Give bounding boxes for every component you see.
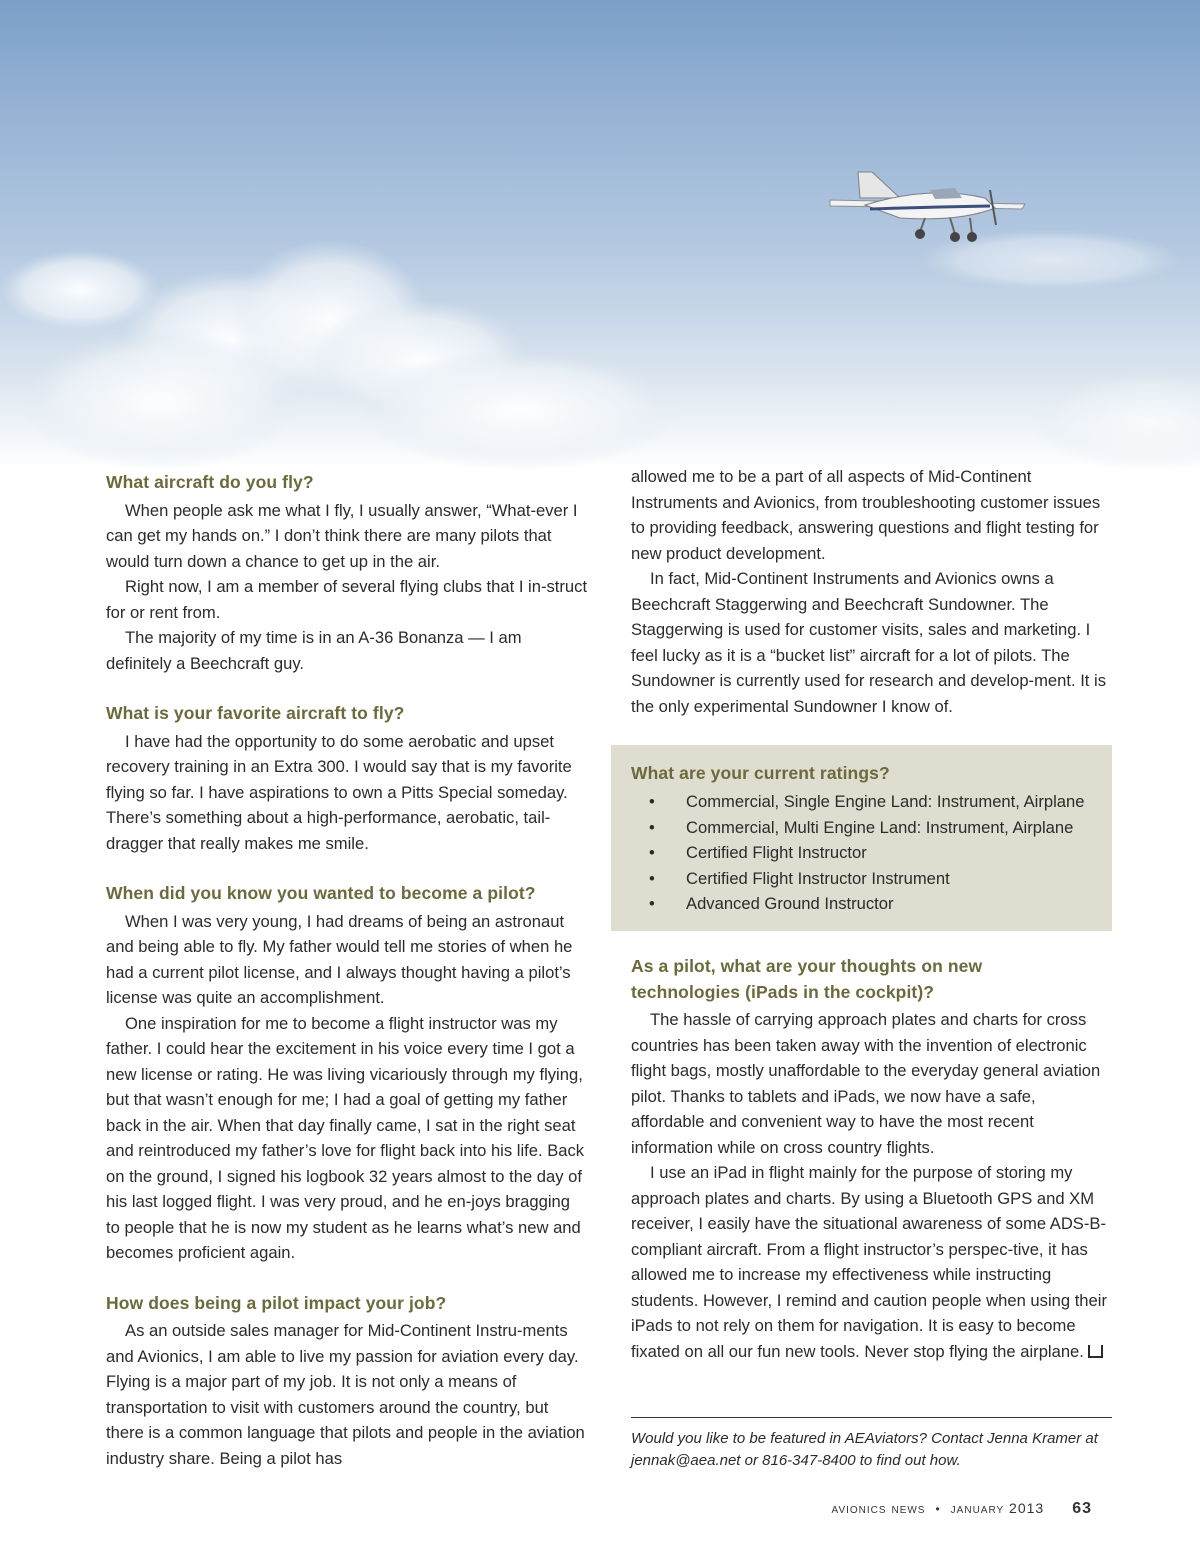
paragraph: I have had the opportunity to do some aerobatic and upset recovery training in an Extra 300. I would say that is my favorite flying so far. I have aspirations to own a Pitts Special someday. There’s something about a high-performance, aerobatic, tail-dragger that really makes me smile. bbox=[106, 731, 572, 853]
list-item: • Advanced Ground Instructor bbox=[649, 894, 894, 913]
paragraph: I use an iPad in flight mainly for the purpose of storing my approach plates and charts. By using a Bluetooth GPS and XM receiver, I easily have the situational awareness of some ADS-B-compliant aircraft. From a flight instructor’s perspec-tive, it has allowed me to increase my effectiveness while instructing students. However, I remind and caution people when using their iPads to not rely on them for navigation. It is easy to become fixated on all our fun new tools. Never stop flying the airplane. bbox=[631, 1163, 1107, 1361]
paragraph-continued: allowed me to be a part of all aspects of Mid-Continent Instruments and Avionics, from troubleshooting customer issues to providing feedback, answering questions and flight testing for new product development. bbox=[631, 467, 1101, 563]
ratings-list bbox=[631, 789, 1084, 917]
issue-date: january 2013 bbox=[950, 1500, 1045, 1516]
feature-note: Would you like to be featured in AEAviators? Contact Jenna Kramer at jennak@aea.net or 816-347-8400 to find out how. bbox=[631, 1417, 1112, 1472]
ratings-box bbox=[611, 745, 1112, 931]
list-item: • Certified Flight Instructor bbox=[649, 843, 867, 862]
left-column bbox=[106, 470, 588, 1471]
hero-sky-photo bbox=[0, 0, 1200, 470]
sky-illustration bbox=[0, 0, 1200, 470]
question-heading-job: How does being a pilot impact your job? bbox=[106, 1292, 447, 1313]
page-footer bbox=[832, 1500, 1092, 1518]
airplane-icon bbox=[830, 172, 1025, 242]
paragraph: When people ask me what I fly, I usually answer, “What-ever I can get my hands on.” I don’t think there are many pilots that would turn down a chance to get up in the air. bbox=[106, 500, 578, 571]
right-column-top bbox=[631, 464, 1111, 719]
paragraph: Right now, I am a member of several flying clubs that I in-struct for or rent from. bbox=[106, 577, 588, 622]
question-heading-become-pilot: When did you know you wanted to become a pilot? bbox=[106, 883, 536, 903]
paragraph: One inspiration for me to become a flight instructor was my father. I could hear the excitement in his voice every time I got a new license or rating. He was living vicariously through my flying, but that wasn’t enough for me; I had a goal of getting my father back in the air. When that day finally came, I sat in the right seat and reintroduced my father’s love for flight back into his life. Back on the ground, I signed his logbook 32 years almost to the day of his last logged flight. I was very proud, and he en-joys bragging to people that he is now my student as he learns what’s new and becomes proficient again. bbox=[106, 1013, 585, 1262]
cloud-shape bbox=[0, 230, 1200, 470]
list-item: • Certified Flight Instructor Instrument bbox=[649, 868, 950, 888]
right-column-bottom bbox=[631, 953, 1111, 1364]
ratings-heading: What are your current ratings? bbox=[631, 763, 890, 783]
paragraph: In fact, Mid-Continent Instruments and Avionics owns a Beechcraft Staggerwing and Beechcraft Sundowner. The Staggerwing is used for customer visits, sales and marketing. I feel lucky as it is a “bucket list” aircraft for a lot of pilots. The Sundowner is currently used for research and develop-ment. It is the only experimental Sundowner I know of. bbox=[631, 569, 1107, 716]
question-heading-technology: As a pilot, what are your thoughts on new technologies (iPads in the cockpit)? bbox=[631, 956, 983, 1002]
list-item: • Commercial, Multi Engine Land: Instrument, Airplane bbox=[649, 817, 1074, 837]
list-item: • Commercial, Single Engine Land: Instrument, Airplane bbox=[649, 792, 1085, 811]
question-heading-aircraft: What aircraft do you fly? bbox=[106, 472, 314, 492]
paragraph: The majority of my time is in an A-36 Bonanza — I am definitely a Beechcraft guy. bbox=[106, 628, 522, 673]
paragraph: The hassle of carrying approach plates and charts for cross countries has been taken away with the invention of electronic flight bags, mostly unaffordable to the everyday general aviation pilot. Thanks to tablets and iPads, we now have a safe, affordable and convenient way to have the most recent information while on cross country flights. bbox=[631, 1010, 1101, 1157]
page-number: 63 bbox=[1072, 1500, 1092, 1517]
paragraph: When I was very young, I had dreams of being an astronaut and being able to fly. My father would tell me stories of when he had a current pilot license, and I always thought having a pilot’s license was quite an accomplishment. bbox=[106, 911, 573, 1007]
footer-bullet: • bbox=[935, 1502, 941, 1516]
paragraph: As an outside sales manager for Mid-Continent Instru-ments and Avionics, I am able to live my passion for aviation every day. Flying is a major part of my job. It is not only a means of transportation to visit with customers around the country, but there is a common language that pilots and people in the aviation industry share. Being a pilot has bbox=[106, 1321, 585, 1468]
publication-name: avionics news bbox=[831, 1500, 926, 1516]
end-mark-icon bbox=[1088, 1345, 1103, 1358]
question-heading-favorite: What is your favorite aircraft to fly? bbox=[106, 703, 405, 723]
